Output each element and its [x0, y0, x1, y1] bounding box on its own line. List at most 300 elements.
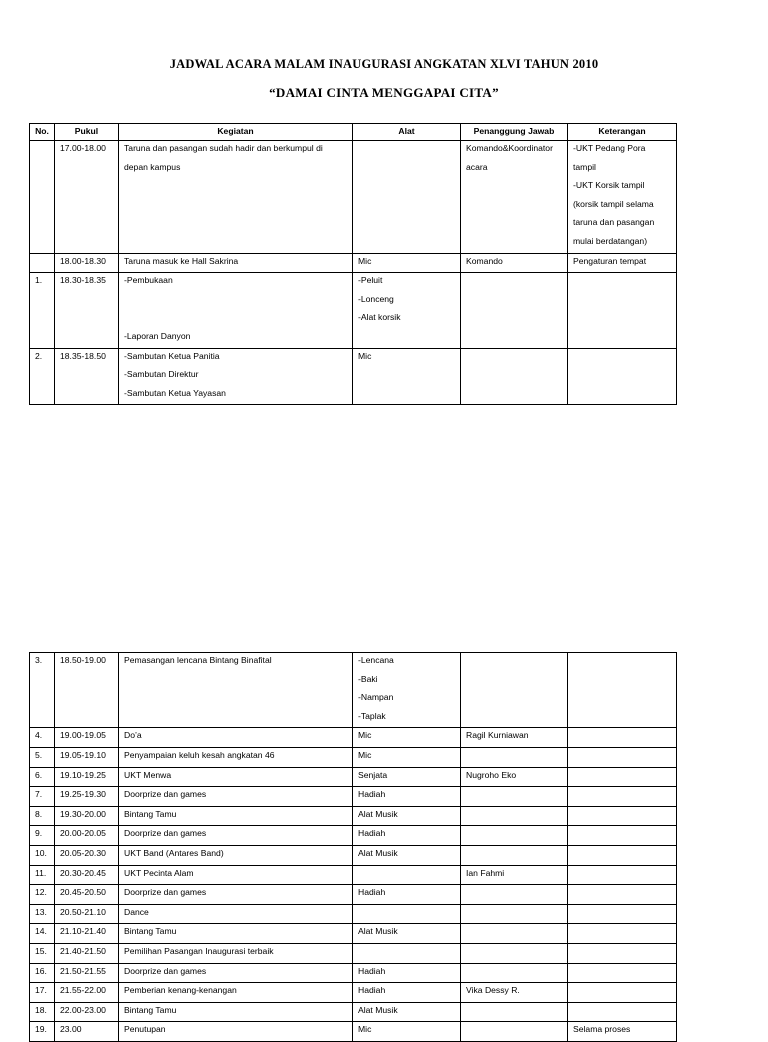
cell-kegiatan: [119, 1022, 353, 1042]
cell-line: [35, 329, 54, 348]
header-keterangan: Keterangan: [568, 124, 677, 141]
cell-line: taruna dan pasangan: [573, 217, 655, 228]
cell-keterangan: [568, 141, 677, 254]
header-penanggung-jawab: Penanggung Jawab: [461, 124, 568, 141]
cell-line: [466, 905, 567, 924]
cell-penanggung-jawab: [461, 653, 568, 728]
table-row: [30, 747, 677, 767]
table-row: [30, 865, 677, 885]
cell-no: [30, 273, 55, 348]
cell-keterangan: [568, 963, 677, 983]
cell-line: [35, 234, 54, 253]
cell-line: Penyampaian keluh kesah angkatan 46: [124, 749, 275, 760]
cell-line: UKT Menwa: [124, 769, 172, 780]
cell-no: [30, 348, 55, 405]
cell-line: [466, 1003, 567, 1022]
cell-line: Alat Musik: [358, 808, 398, 819]
cell-line: 19.25-19.30: [60, 789, 106, 800]
cell-line: 21.10-21.40: [60, 926, 106, 937]
cell-line: Dance: [124, 906, 149, 917]
cell-keterangan: [568, 885, 677, 905]
table-row: [30, 1002, 677, 1022]
cell-alat: [353, 767, 461, 787]
table-row: [30, 904, 677, 924]
cell-penanggung-jawab: [461, 983, 568, 1003]
cell-pukul: [55, 885, 119, 905]
cell-line: [124, 709, 352, 728]
cell-line: [466, 292, 567, 311]
cell-alat: [353, 728, 461, 748]
cell-line: [60, 672, 118, 691]
cell-keterangan: [568, 943, 677, 963]
cell-line: [60, 329, 118, 348]
cell-penanggung-jawab: [461, 1022, 568, 1042]
cell-line: 21.50-21.55: [60, 965, 106, 976]
cell-line: [124, 310, 352, 329]
cell-pukul: [55, 1002, 119, 1022]
cell-line: Pengaturan tempat: [573, 255, 647, 266]
cell-line: 21.40-21.50: [60, 945, 106, 956]
cell-line: -Baki: [358, 673, 378, 684]
cell-alat: [353, 273, 461, 348]
cell-kegiatan: [119, 653, 353, 728]
table-body: [30, 653, 677, 1042]
cell-line: Komando&Koordinator: [466, 143, 553, 153]
cell-alat: [353, 141, 461, 254]
cell-line: [358, 178, 460, 197]
cell-line: Doorprize dan games: [124, 887, 207, 898]
cell-line: Alat Musik: [358, 847, 398, 858]
header-alat: Alat: [353, 124, 461, 141]
cell-no: [30, 253, 55, 273]
cell-line: 19.30-20.00: [60, 808, 106, 819]
cell-penanggung-jawab: [461, 806, 568, 826]
cell-line: 2.: [35, 350, 43, 361]
cell-penanggung-jawab: [461, 845, 568, 865]
cell-line: [573, 367, 676, 386]
cell-line: Hadiah: [358, 985, 386, 996]
cell-kegiatan: [119, 885, 353, 905]
cell-line: [358, 160, 460, 179]
cell-no: [30, 1022, 55, 1042]
cell-line: 18.: [35, 1004, 47, 1015]
cell-line: [466, 690, 567, 709]
table-row: [30, 885, 677, 905]
table-row: [30, 806, 677, 826]
cell-no: [30, 904, 55, 924]
cell-alat: [353, 904, 461, 924]
cell-line: [573, 728, 676, 747]
cell-pukul: [55, 747, 119, 767]
cell-keterangan: [568, 845, 677, 865]
cell-line: [466, 748, 567, 767]
cell-line: [573, 386, 676, 405]
cell-line: [466, 234, 567, 253]
cell-pukul: [55, 826, 119, 846]
cell-line: [60, 690, 118, 709]
cell-line: Ragil Kurniawan: [466, 730, 529, 741]
cell-penanggung-jawab: [461, 904, 568, 924]
cell-kegiatan: [119, 983, 353, 1003]
cell-line: [573, 292, 676, 311]
cell-line: [358, 944, 460, 963]
cell-alat: [353, 826, 461, 846]
cell-line: [35, 197, 54, 216]
cell-line: [60, 234, 118, 253]
cell-line: [35, 215, 54, 234]
cell-line: [466, 964, 567, 983]
cell-penanggung-jawab: [461, 728, 568, 748]
cell-no: [30, 963, 55, 983]
cell-line: [573, 310, 676, 329]
cell-line: 12.: [35, 887, 47, 898]
cell-line: 18.50-19.00: [60, 655, 106, 665]
cell-line: [35, 178, 54, 197]
table-row: [30, 253, 677, 273]
cell-pukul: [55, 653, 119, 728]
cell-line: [60, 310, 118, 329]
cell-no: [30, 141, 55, 254]
cell-line: 10.: [35, 847, 47, 858]
cell-pukul: [55, 767, 119, 787]
cell-line: 17.: [35, 985, 47, 996]
cell-line: [466, 386, 567, 405]
cell-kegiatan: [119, 904, 353, 924]
cell-keterangan: [568, 747, 677, 767]
cell-keterangan: [568, 1022, 677, 1042]
cell-line: 20.05-20.30: [60, 847, 106, 858]
cell-line: (korsik tampil selama: [573, 198, 654, 209]
cell-keterangan: [568, 348, 677, 405]
cell-line: Hadiah: [358, 789, 386, 800]
cell-no: [30, 826, 55, 846]
cell-line: [573, 709, 676, 728]
cell-kegiatan: [119, 787, 353, 807]
cell-line: Mic: [358, 350, 372, 361]
table-row: [30, 141, 677, 254]
cell-line: [60, 367, 118, 386]
cell-keterangan: [568, 253, 677, 273]
cell-alat: [353, 963, 461, 983]
cell-line: [60, 292, 118, 311]
schedule-table-page-2: [29, 652, 677, 1042]
cell-alat: [353, 787, 461, 807]
cell-no: [30, 1002, 55, 1022]
cell-keterangan: [568, 806, 677, 826]
cell-line: [35, 141, 54, 160]
cell-line: Nugroho Eko: [466, 769, 517, 780]
cell-line: Taruna dan pasangan sudah hadir dan berkumpul di: [124, 143, 323, 153]
cell-line: [573, 924, 676, 943]
cell-no: [30, 787, 55, 807]
cell-line: [466, 197, 567, 216]
cell-line: [573, 905, 676, 924]
cell-penanggung-jawab: [461, 943, 568, 963]
cell-line: [573, 768, 676, 787]
cell-pukul: [55, 806, 119, 826]
cell-line: [573, 1003, 676, 1022]
cell-line: [466, 885, 567, 904]
cell-line: 20.00-20.05: [60, 828, 106, 839]
cell-line: 3.: [35, 655, 43, 665]
cell-line: 20.30-20.45: [60, 867, 106, 878]
cell-line: [466, 846, 567, 865]
cell-line: Mic: [358, 730, 372, 741]
cell-line: [358, 141, 460, 160]
cell-line: Alat Musik: [358, 1004, 398, 1015]
cell-line: [35, 160, 54, 179]
cell-line: 14.: [35, 926, 47, 937]
cell-line: 9.: [35, 828, 43, 839]
document-title: JADWAL ACARA MALAM INAUGURASI ANGKATAN XLVI TAHUN 2010: [169, 57, 599, 71]
cell-pukul: [55, 865, 119, 885]
cell-pukul: [55, 141, 119, 254]
cell-penanggung-jawab: [461, 924, 568, 944]
cell-line: [466, 787, 567, 806]
cell-line: [35, 310, 54, 329]
cell-line: [60, 386, 118, 405]
cell-line: [124, 234, 352, 253]
cell-keterangan: [568, 273, 677, 348]
cell-line: -Sambutan Ketua Yayasan: [124, 387, 226, 398]
cell-kegiatan: [119, 141, 353, 254]
cell-line: [466, 807, 567, 826]
cell-line: 19.05-19.10: [60, 749, 106, 760]
cell-no: [30, 865, 55, 885]
cell-alat: [353, 348, 461, 405]
cell-kegiatan: [119, 865, 353, 885]
cell-line: -Sambutan Direktur: [124, 369, 199, 380]
table-row: [30, 924, 677, 944]
cell-line: [358, 367, 460, 386]
cell-pukul: [55, 728, 119, 748]
cell-line: 7.: [35, 789, 43, 800]
cell-line: [573, 964, 676, 983]
cell-line: Bintang Tamu: [124, 808, 177, 819]
cell-keterangan: [568, 826, 677, 846]
cell-line: [573, 944, 676, 963]
cell-line: 5.: [35, 749, 43, 760]
cell-penanggung-jawab: [461, 348, 568, 405]
table-body: [30, 141, 677, 405]
table-row: [30, 826, 677, 846]
cell-line: 18.00-18.30: [60, 255, 106, 266]
cell-no: [30, 767, 55, 787]
cell-alat: [353, 806, 461, 826]
cell-kegiatan: [119, 253, 353, 273]
cell-line: 20.45-20.50: [60, 887, 106, 898]
cell-alat: [353, 885, 461, 905]
cell-line: [35, 672, 54, 691]
cell-line: [466, 826, 567, 845]
cell-keterangan: [568, 653, 677, 728]
cell-no: [30, 885, 55, 905]
cell-line: Pemberian kenang-kenangan: [124, 985, 237, 996]
cell-kegiatan: [119, 845, 353, 865]
cell-line: -Alat korsik: [358, 312, 401, 323]
cell-line: depan kampus: [124, 161, 181, 172]
cell-penanggung-jawab: [461, 747, 568, 767]
cell-line: [358, 215, 460, 234]
cell-line: Pemasangan lencana Bintang Binafital: [124, 655, 272, 665]
cell-pukul: [55, 253, 119, 273]
cell-alat: [353, 253, 461, 273]
cell-line: Selama proses: [573, 1024, 631, 1035]
cell-kegiatan: [119, 747, 353, 767]
cell-line: [358, 386, 460, 405]
cell-line: [358, 197, 460, 216]
cell-line: [466, 653, 567, 672]
cell-line: [35, 386, 54, 405]
cell-line: [124, 197, 352, 216]
cell-line: [466, 349, 567, 368]
schedule-table-page-1: [29, 123, 677, 405]
cell-line: 6.: [35, 769, 43, 780]
cell-line: [573, 846, 676, 865]
cell-line: [466, 329, 567, 348]
cell-line: 18.30-18.35: [60, 275, 106, 286]
cell-line: Doorprize dan games: [124, 789, 207, 800]
cell-alat: [353, 1002, 461, 1022]
cell-line: [60, 178, 118, 197]
cell-line: [35, 367, 54, 386]
cell-line: Pemilihan Pasangan Inaugurasi terbaik: [124, 945, 274, 956]
cell-pukul: [55, 273, 119, 348]
cell-line: 8.: [35, 808, 43, 819]
cell-line: 13.: [35, 906, 47, 917]
table-row: [30, 963, 677, 983]
cell-alat: [353, 924, 461, 944]
cell-line: UKT Pecinta Alam: [124, 867, 194, 878]
cell-line: Senjata: [358, 769, 388, 780]
cell-penanggung-jawab: [461, 787, 568, 807]
cell-line: [358, 329, 460, 348]
cell-line: [35, 292, 54, 311]
header-kegiatan: Kegiatan: [119, 124, 353, 141]
cell-line: Penutupan: [124, 1024, 166, 1035]
cell-kegiatan: [119, 963, 353, 983]
cell-line: Komando: [466, 255, 503, 266]
table-row: [30, 348, 677, 405]
cell-line: -Pembukaan: [124, 275, 173, 286]
cell-line: Mic: [358, 1024, 372, 1035]
cell-line: [466, 709, 567, 728]
cell-line: [573, 653, 676, 672]
cell-line: [466, 1022, 567, 1041]
cell-alat: [353, 865, 461, 885]
cell-line: -Taplak: [358, 710, 386, 721]
cell-alat: [353, 653, 461, 728]
cell-line: 16.: [35, 965, 47, 976]
cell-pukul: [55, 963, 119, 983]
cell-kegiatan: [119, 826, 353, 846]
cell-line: 19.10-19.25: [60, 769, 106, 780]
cell-line: 19.00-19.05: [60, 730, 106, 741]
cell-penanggung-jawab: [461, 826, 568, 846]
cell-line: 15.: [35, 945, 47, 956]
cell-kegiatan: [119, 806, 353, 826]
cell-no: [30, 943, 55, 963]
table-header-row: [30, 124, 677, 141]
cell-line: [466, 672, 567, 691]
cell-line: [573, 983, 676, 1002]
document-subtitle: “DAMAI CINTA MENGGAPAI CITA”: [269, 85, 499, 100]
cell-no: [30, 845, 55, 865]
cell-line: -Peluit: [358, 275, 383, 286]
cell-line: mulai berdatangan): [573, 235, 648, 246]
cell-line: Doorprize dan games: [124, 828, 207, 839]
cell-line: Bintang Tamu: [124, 1004, 177, 1015]
cell-line: Bintang Tamu: [124, 926, 177, 937]
cell-line: Ian Fahmi: [466, 867, 505, 878]
cell-kegiatan: [119, 348, 353, 405]
cell-line: tampil: [573, 161, 596, 172]
header-pukul: Pukul: [55, 124, 119, 141]
cell-line: UKT Band (Antares Band): [124, 847, 224, 858]
table-row: [30, 943, 677, 963]
cell-pukul: [55, 943, 119, 963]
cell-pukul: [55, 348, 119, 405]
cell-no: [30, 728, 55, 748]
cell-line: [124, 690, 352, 709]
cell-line: [35, 690, 54, 709]
cell-line: Hadiah: [358, 828, 386, 839]
cell-keterangan: [568, 728, 677, 748]
cell-line: 23.00: [60, 1024, 82, 1035]
table-row: [30, 728, 677, 748]
cell-line: acara: [466, 161, 488, 172]
cell-line: -Nampan: [358, 692, 394, 703]
cell-line: [573, 349, 676, 368]
cell-line: -UKT Korsik tampil: [573, 180, 645, 191]
cell-alat: [353, 1022, 461, 1042]
cell-line: -Lonceng: [358, 293, 394, 304]
cell-line: 20.50-21.10: [60, 906, 106, 917]
cell-line: Alat Musik: [358, 926, 398, 937]
cell-line: 1.: [35, 275, 43, 286]
cell-line: [358, 905, 460, 924]
cell-line: 4.: [35, 730, 43, 741]
cell-line: [124, 672, 352, 691]
cell-no: [30, 983, 55, 1003]
cell-keterangan: [568, 924, 677, 944]
cell-line: [124, 178, 352, 197]
cell-alat: [353, 983, 461, 1003]
cell-no: [30, 747, 55, 767]
cell-keterangan: [568, 983, 677, 1003]
cell-line: [573, 787, 676, 806]
cell-line: [573, 273, 676, 292]
cell-keterangan: [568, 865, 677, 885]
cell-pukul: [55, 904, 119, 924]
cell-line: 22.00-23.00: [60, 1004, 106, 1015]
cell-line: [466, 367, 567, 386]
cell-line: Hadiah: [358, 965, 386, 976]
cell-keterangan: [568, 904, 677, 924]
cell-line: [35, 254, 54, 273]
cell-line: [573, 672, 676, 691]
cell-keterangan: [568, 1002, 677, 1022]
cell-line: [573, 885, 676, 904]
cell-kegiatan: [119, 943, 353, 963]
cell-line: [573, 866, 676, 885]
cell-penanggung-jawab: [461, 273, 568, 348]
cell-penanggung-jawab: [461, 1002, 568, 1022]
cell-kegiatan: [119, 728, 353, 748]
cell-line: [573, 690, 676, 709]
cell-kegiatan: [119, 1002, 353, 1022]
cell-line: 18.35-18.50: [60, 350, 106, 361]
